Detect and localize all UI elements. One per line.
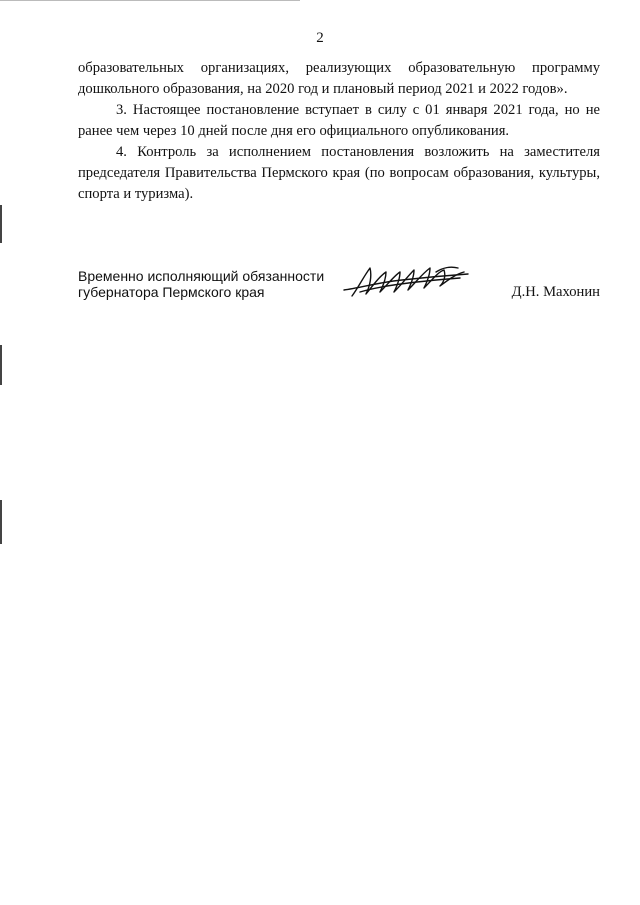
scan-edge-mark (0, 345, 2, 385)
signatory-name: Д.Н. Махонин (511, 284, 600, 300)
signature-block (78, 268, 600, 318)
signatory-title (78, 268, 324, 300)
scan-edge-mark (0, 205, 2, 243)
scan-edge-line (0, 0, 300, 1)
page-number: 2 (316, 30, 324, 46)
paragraph-effective-date: 3. Настоящее постановление вступает в силу с 01 января 2021 года, но не ранее чем через 10 дней после дня его официального опубликования. (78, 102, 600, 139)
handwritten-signature (340, 262, 480, 302)
signatory-title-line-2: губернатора Пермского края (78, 284, 265, 300)
paragraph-continuation: образовательных организациях, реализующих образовательную программу дошкольного образования, на 2020 год и плановый период 2021 и 2022 годов». (78, 60, 600, 97)
signatory-title-line-1: Временно исполняющий обязанности (78, 268, 325, 284)
paragraph-control: 4. Контроль за исполнением постановления возложить на заместителя председателя Правительства Пермского края (по вопросам образования, культуры, спорта и туризма). (78, 144, 600, 202)
scan-edge-mark (0, 500, 2, 544)
document-body (78, 58, 600, 205)
